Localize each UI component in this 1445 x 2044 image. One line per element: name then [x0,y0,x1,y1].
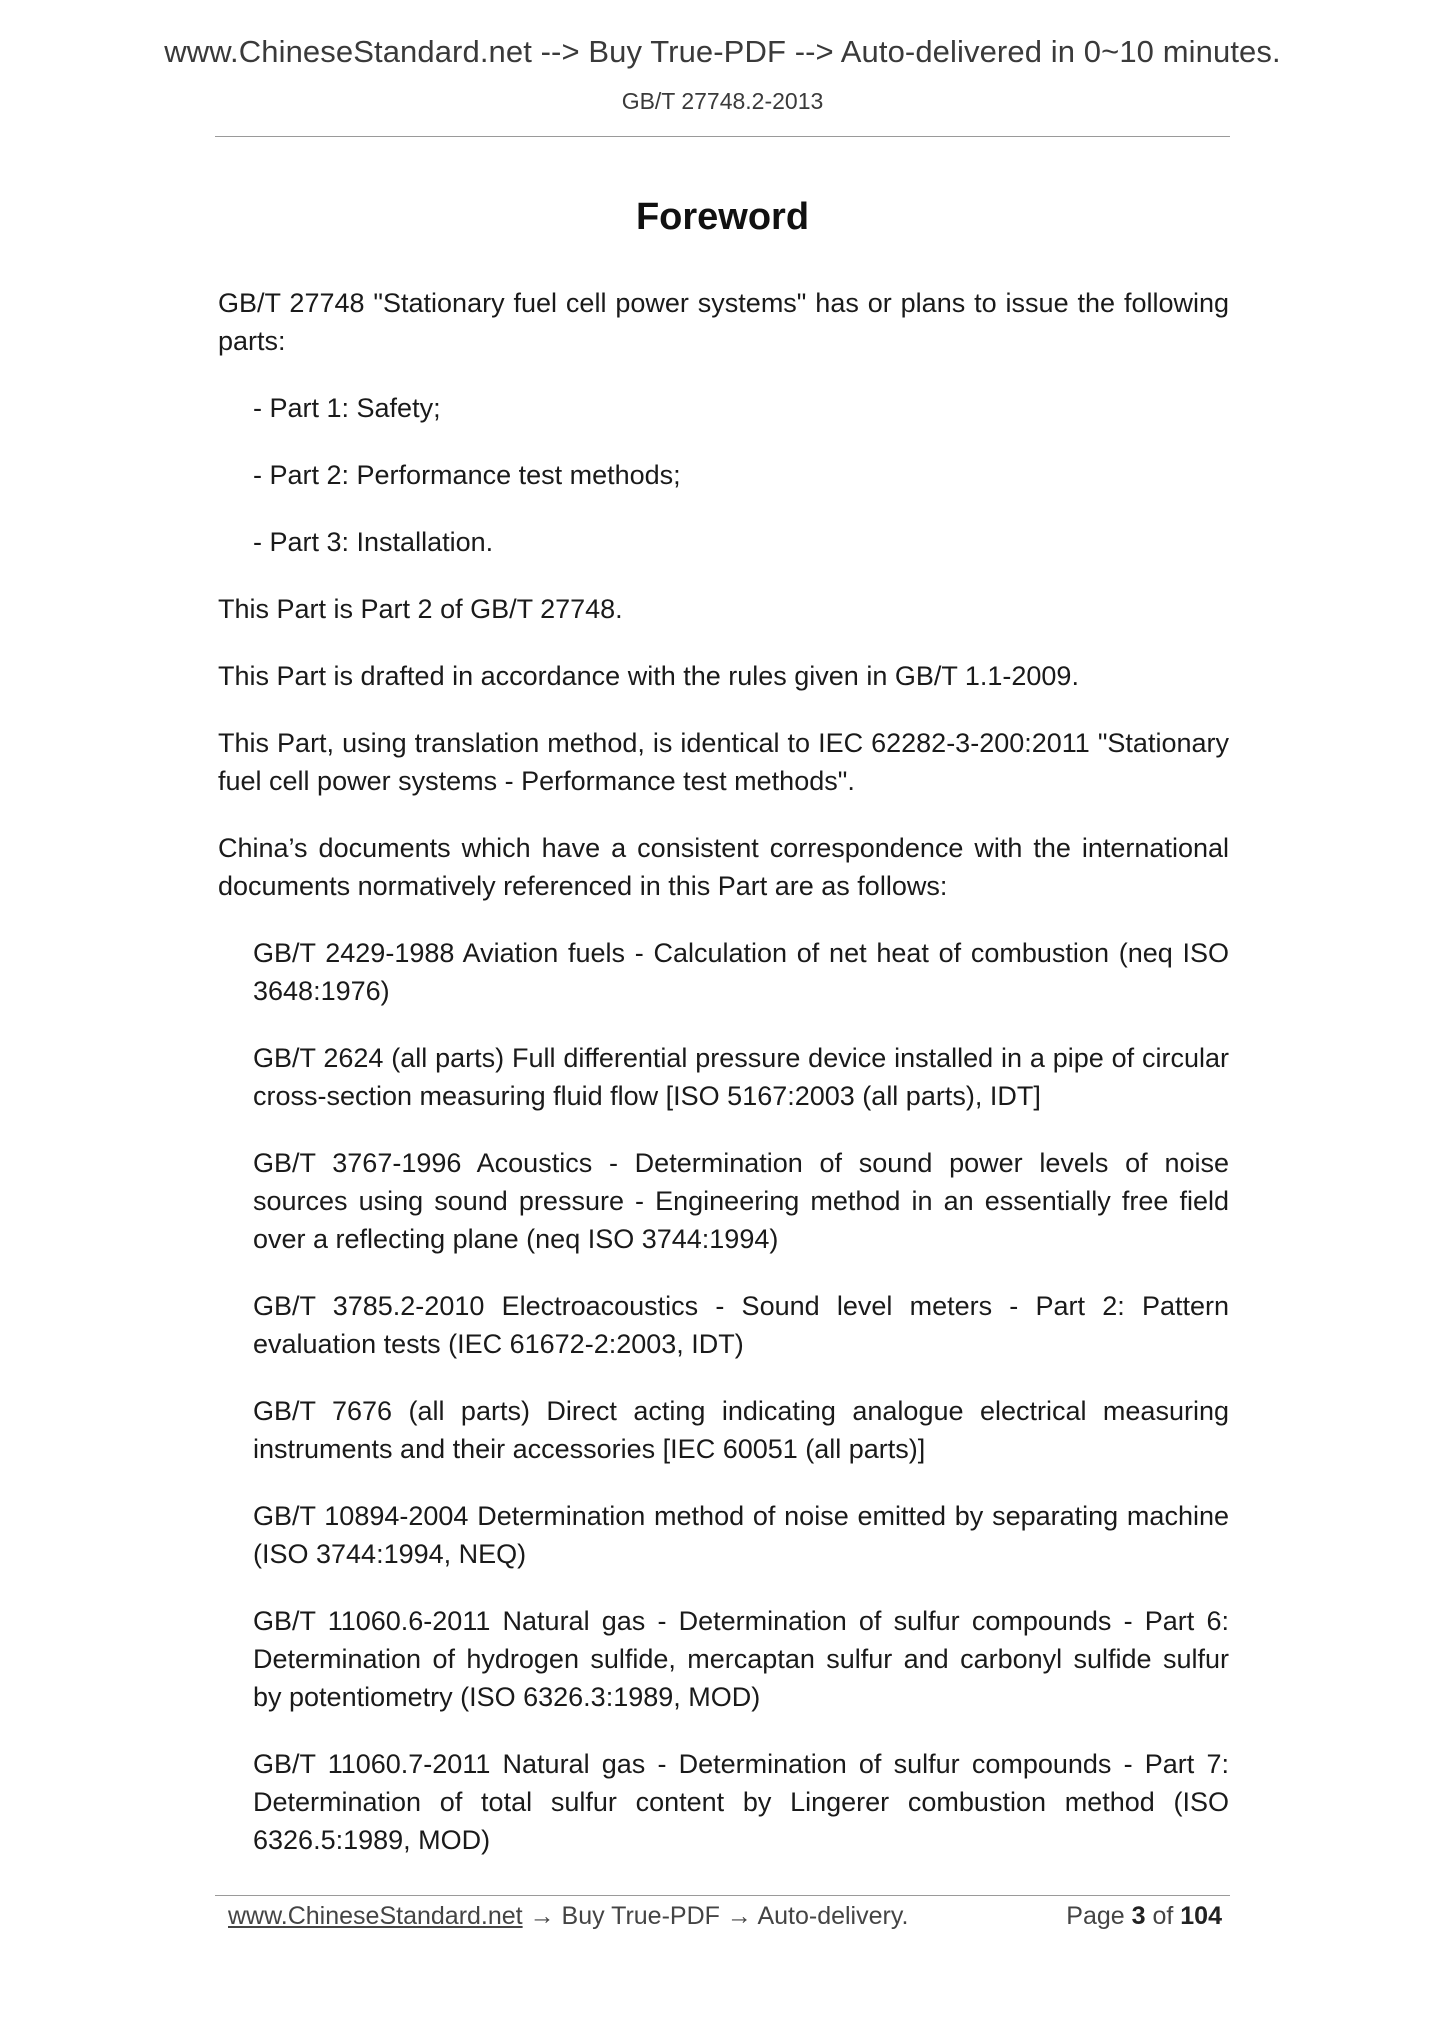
page-label: Page [1066,1902,1125,1930]
reference-item: GB/T 11060.6-2011 Natural gas - Determination of sulfur compounds - Part 6: Determination of hydrogen sulfide, mercaptan sulfur and carbonyl sulfide sulfur by potentiometry (ISO 6326.3:1989, MOD) [253,1606,1229,1712]
intro-paragraph: GB/T 27748 "Stationary fuel cell power systems" has or plans to issue the following parts: [218,288,1229,356]
list-item: - Part 3: Installation. [253,527,494,557]
list-item: - Part 2: Performance test methods; [253,460,681,490]
list-item: - Part 1: Safety; [253,393,441,423]
website-link[interactable]: www.ChineseStandard.net [228,1902,523,1930]
reference-item: GB/T 2429-1988 Aviation fuels - Calculation of net heat of combustion (neq ISO 3648:1976) [253,938,1229,1006]
of-label: of [1152,1902,1174,1930]
auto-delivery-text: Auto-delivery. [757,1902,909,1930]
footer-divider [215,1895,1230,1896]
document-number: GB/T 27748.2-2013 [621,88,824,114]
identical-statement: This Part, using translation method, is identical to IEC 62282-3-200:2011 "Stationary fuel cell power systems - Performance test methods". [218,728,1229,796]
part-statement: This Part is Part 2 of GB/T 27748. [218,594,623,624]
buy-pdf-text: Buy True-PDF [561,1902,720,1930]
page-title: Foreword [635,196,810,238]
current-page-number: 3 [1131,1902,1146,1930]
foreword-body [218,284,1229,1888]
reference-item: GB/T 2624 (all parts) Full differential pressure device installed in a pipe of circular cross-section measuring fluid flow [ISO 5167:2003 (all parts), IDT] [253,1043,1229,1111]
header-banner: www.ChineseStandard.net --> Buy True-PDF --> Auto-delivered in 0~10 minutes. [164,34,1281,69]
reference-item: GB/T 10894-2004 Determination method of noise emitted by separating machine (ISO 3744:1994, NEQ) [253,1501,1229,1569]
reference-item: GB/T 11060.7-2011 Natural gas - Determination of sulfur compounds - Part 7: Determination of total sulfur content by Lingerer combustion method (ISO 6326.5:1989, MOD) [253,1749,1229,1855]
reference-item: GB/T 3767-1996 Acoustics - Determination of sound power levels of noise sources using sound pressure - Engineering method in an essentially free field over a reflecting plane (neq ISO 3744:1994) [253,1148,1229,1254]
references-intro: China’s documents which have a consistent correspondence with the international documents normatively referenced in this Part are as follows: [218,833,1229,901]
total-pages-number: 104 [1180,1902,1222,1930]
footer-left [228,1902,908,1931]
page-footer [228,1902,1222,1938]
reference-item: GB/T 3785.2-2010 Electroacoustics - Sound level meters - Part 2: Pattern evaluation tests (IEC 61672-2:2003, IDT) [253,1291,1229,1359]
reference-item: GB/T 7676 (all parts) Direct acting indicating analogue electrical measuring instruments and their accessories [IEC 60051 (all parts)] [253,1396,1229,1464]
arrow-right-icon: → [529,1902,555,1930]
drafting-statement: This Part is drafted in accordance with the rules given in GB/T 1.1-2009. [218,661,1079,691]
page-indicator [1066,1902,1222,1931]
header-divider [215,136,1230,137]
arrow-right-icon: → [726,1902,752,1930]
